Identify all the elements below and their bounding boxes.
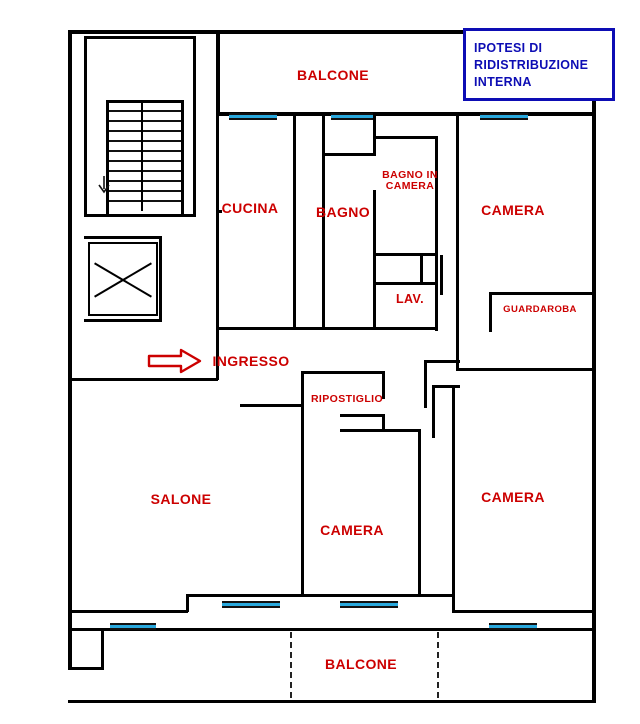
wall-bagnocamera-top <box>376 136 438 139</box>
window-center-right <box>340 601 398 608</box>
stair-step <box>109 110 181 112</box>
balcone-rail-dash-right <box>437 632 439 698</box>
wall-bagnocamera-bottom <box>376 253 438 256</box>
wall-top-left <box>68 30 220 34</box>
wall-camera-right-step <box>418 594 454 597</box>
wall-camera-center-top <box>340 429 421 432</box>
wall-bagnocamera-right <box>435 136 438 256</box>
wall-salone-top <box>240 404 304 407</box>
redistribution-note-line-1: IPOTESI DI <box>474 41 543 55</box>
wall-outer-right <box>592 30 596 630</box>
room-label-cucina: CUCINA <box>221 200 279 216</box>
wall-stairwell-right <box>193 36 196 216</box>
wall-corridor-stub-v2 <box>432 388 435 438</box>
window-cucina-top <box>229 113 277 120</box>
redistribution-note-box <box>463 28 615 101</box>
stair-step <box>109 160 181 162</box>
wall-landing-bottom <box>68 378 218 381</box>
stair-step <box>109 120 181 122</box>
wall-cucina-left <box>216 116 219 330</box>
wall-balcone-left-wall <box>101 628 104 670</box>
wall-stairwell-left <box>84 36 87 216</box>
wall-stair-core-top <box>106 100 184 103</box>
wall-stairwell-bottom <box>84 214 196 217</box>
wall-lav-top <box>376 282 438 285</box>
wall-stair-right <box>216 30 220 116</box>
redistribution-note-line-2: RIDISTRIBUZIONE <box>474 58 589 72</box>
wall-cucina-bottom-a <box>216 327 296 330</box>
wall-camera-center-left <box>301 432 304 596</box>
wall-salone-bottom <box>186 594 304 597</box>
stair-step <box>109 170 181 172</box>
room-label-salone: SALONE <box>150 491 212 507</box>
window-center-left <box>222 601 280 608</box>
room-label-lavanderia: LAV. <box>396 292 424 306</box>
stair-center-rail <box>141 103 143 211</box>
balcone-rail-dash-left <box>290 632 292 698</box>
wall-camera-right-bottom <box>452 610 596 613</box>
window-camera-right-bottom <box>489 623 537 630</box>
wall-corridor-stub-h2 <box>432 385 460 388</box>
room-label-ripostiglio: RIPOSTIGLIO <box>310 393 384 405</box>
stair-step <box>109 180 181 182</box>
window-bagno-top <box>331 113 373 120</box>
room-label-camera-right: CAMERA <box>481 489 545 505</box>
wall-cucina-door-jamb <box>293 300 296 330</box>
stair-step <box>109 200 181 202</box>
wall-ripostiglio-bottom <box>340 414 385 417</box>
wall-stairwell-top <box>84 36 196 39</box>
room-label-balcone-bottom: BALCONE <box>324 656 398 672</box>
room-label-ingresso: INGRESSO <box>212 353 290 369</box>
room-label-balcone-top: BALCONE <box>296 67 370 83</box>
wall-elevator-bottom <box>84 319 162 322</box>
wall-bagnocamera-jamb <box>420 253 423 283</box>
wall-stair-core <box>106 100 109 215</box>
wall-camera-top-left <box>456 116 459 371</box>
wall-corridor-stub-v <box>424 360 427 408</box>
stair-step <box>109 140 181 142</box>
window-camera-top <box>480 113 528 120</box>
room-label-bagno-in-camera: BAGNO IN CAMERA <box>382 169 438 193</box>
wall-camera-center-bottom <box>301 594 421 597</box>
wall-lav-right <box>435 253 438 331</box>
room-label-guardaroba: GUARDAROBA <box>503 304 577 315</box>
wall-stair-core-right <box>181 100 184 215</box>
window-salone-bottom <box>110 623 156 630</box>
wall-camera-top-bottom <box>456 368 596 371</box>
stair-step <box>109 130 181 132</box>
wall-guardaroba-top <box>489 292 593 295</box>
wall-elevator-top <box>84 236 162 239</box>
wall-lav-bottom <box>376 327 438 330</box>
wall-elevator-right <box>159 236 162 322</box>
wall-ripostiglio-top <box>301 371 385 374</box>
room-label-bagno: BAGNO <box>315 204 371 220</box>
stair-step <box>109 150 181 152</box>
wall-outer-left <box>68 30 72 670</box>
wall-corridor-stub <box>424 360 460 363</box>
wall-balcone-left-edge <box>68 667 104 670</box>
room-label-camera-top: CAMERA <box>481 202 545 218</box>
stair-step <box>109 190 181 192</box>
wall-camera-center-right <box>418 432 421 596</box>
wall-bagno-head <box>325 153 375 156</box>
wall-bagno-left <box>322 116 325 330</box>
elevator-shaft <box>88 242 158 316</box>
wall-balcone-bottom-bottom <box>68 700 596 703</box>
wall-camera-right-left <box>452 385 455 613</box>
wall-salone-bottom-left <box>68 610 188 613</box>
wall-balcone-right-wall <box>592 628 596 703</box>
wall-bagno-bottom <box>296 327 376 330</box>
stair-down-arrow <box>96 176 112 194</box>
wall-lav-duct <box>440 255 443 295</box>
redistribution-note-line-3: INTERNA <box>474 75 532 89</box>
room-label-camera-center: CAMERA <box>320 522 384 538</box>
